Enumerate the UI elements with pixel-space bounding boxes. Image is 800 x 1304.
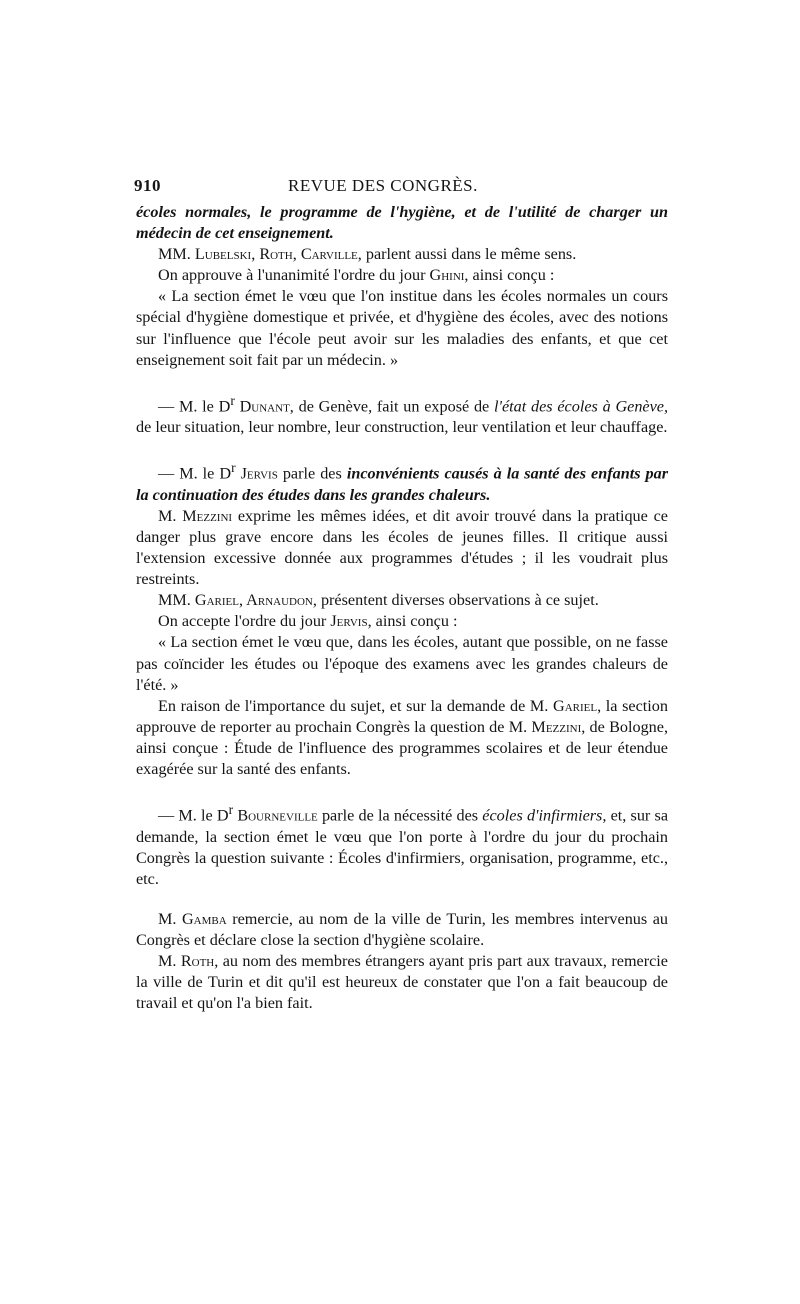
paragraph-p2 xyxy=(136,244,668,265)
text-run: Jervis, xyxy=(330,612,372,631)
paragraph-p1 xyxy=(136,202,668,244)
text-run: En raison de l'importance du sujet, et sur la demande de M. xyxy=(158,696,554,715)
text-run: On approuve à l'unanimité l'ordre du jour xyxy=(158,266,430,285)
paragraph-p6 xyxy=(136,457,668,506)
text-run: Bourneville xyxy=(237,806,318,825)
text-run: écoles normales, le programme de l'hygiène, et de l'utilité de charger un médecin de cet enseignement. xyxy=(136,203,668,243)
text-run: Mezzini, xyxy=(531,717,586,736)
paragraph-p4 xyxy=(136,286,668,370)
text-run: l'état des écoles à Genève, xyxy=(494,397,669,416)
text-run: M. xyxy=(158,909,182,928)
paragraph-p8 xyxy=(136,590,668,611)
text-run: parle de la nécessité des xyxy=(317,806,483,825)
text-run: — M. le D xyxy=(158,397,231,416)
paragraph-p13 xyxy=(136,909,668,951)
paragraph-p11 xyxy=(136,696,668,780)
text-run: Gariel, xyxy=(553,696,602,715)
text-run: — M. le D xyxy=(158,806,229,825)
section-gap xyxy=(136,371,668,390)
text-run: M. xyxy=(158,506,183,525)
paragraph-p7 xyxy=(136,506,668,590)
text-run: « La section émet le vœu que l'on institue dans les écoles normales un cours spécial d'hygiène domestique et privée, et d'hygiène des écoles, avec des notions sur l'influence que l'école peut avoir sur les maladies des enfants, et que cet enseignement soit fait par un médecin. » xyxy=(136,287,668,369)
paragraph-p10 xyxy=(136,632,668,695)
paragraph-p3 xyxy=(136,265,668,286)
paragraph-p5 xyxy=(136,390,668,439)
paragraph-p9 xyxy=(136,611,668,632)
text-run: Lubelski, Roth, Carville, xyxy=(194,245,362,264)
section-gap xyxy=(136,438,668,457)
running-title: REVUE DES CONGRÈS. xyxy=(288,176,478,195)
text-run: de Genève, fait un exposé de xyxy=(293,397,494,416)
text-run: r xyxy=(228,802,234,818)
text-run: Roth, xyxy=(180,952,219,971)
section-gap xyxy=(136,780,668,799)
text-run: inconvénients causés à la santé des enfants par la continuation des études dans les grandes chaleurs. xyxy=(136,464,669,504)
article-body xyxy=(136,202,668,1014)
section-gap xyxy=(136,890,668,909)
text-run: MM. xyxy=(158,245,195,264)
text-run: Ghini, xyxy=(429,266,469,285)
text-run: de leur situation, leur nombre, leur construction, leur ventilation et leur chauffage. xyxy=(136,418,668,437)
paragraph-p14 xyxy=(136,951,668,1014)
text-run: Jervis xyxy=(240,464,278,483)
text-run: parlent aussi dans le même sens. xyxy=(361,245,577,264)
text-run: exprime les mêmes idées, et dit avoir trouvé dans la pratique ce danger plus grave encore dans les écoles de jeunes filles. Il critique aussi l'extension excessive donnée aux programmes d'études ; il les voudrait plus restreints. xyxy=(136,506,668,589)
text-run: de Bologne, ainsi conçue : Étude de l'influence des programmes scolaires et de leur étendue exagérée sur la santé des enfants. xyxy=(136,717,668,779)
text-run: et, sur sa demande, la section émet le vœu que l'on porte à l'ordre du jour du prochain Congrès la question suivante : Écoles d'infirmiers, organisation, programme, etc., etc. xyxy=(136,806,669,888)
text-run: « La section émet le vœu que, dans les écoles, autant que possible, on ne fasse pas coïncider les études ou l'époque des examens avec les grandes chaleurs de l'été. » xyxy=(136,633,668,694)
text-run: ainsi conçu : xyxy=(468,266,555,285)
text-run: remercie, au nom de la ville de Turin, les membres intervenus au Congrès et déclare close la section d'hygiène scolaire. xyxy=(136,909,668,949)
text-run: MM. xyxy=(158,591,195,610)
text-run: Dunant, xyxy=(239,397,294,416)
text-run: la section approuve de reporter au prochain Congrès la question de M. xyxy=(136,696,668,736)
text-run: parle des xyxy=(277,464,347,483)
text-run: ainsi conçu : xyxy=(371,612,458,631)
paragraph-p12 xyxy=(136,799,668,890)
text-run: M. xyxy=(158,952,181,971)
page xyxy=(136,176,668,1014)
text-run: présentent diverses observations à ce sujet. xyxy=(316,591,599,610)
text-run: Gariel, Arnaudon, xyxy=(194,591,317,610)
text-run: Mezzini xyxy=(182,506,233,525)
text-run: r xyxy=(231,460,236,476)
running-header xyxy=(136,176,668,198)
page-number: 910 xyxy=(134,176,161,195)
text-run: On accepte l'ordre du jour xyxy=(158,612,331,631)
text-run: au nom des membres étrangers ayant pris part aux travaux, remercie la ville de Turin et dit qu'il est heureux de constater que l'on a fait beaucoup de travail et qu'on l'a bien fait. xyxy=(136,952,668,1013)
text-run: r xyxy=(230,392,235,408)
text-run: — M. le D xyxy=(158,464,232,483)
text-run: écoles d'infirmiers, xyxy=(482,806,607,825)
text-run: Gamba xyxy=(181,909,227,928)
